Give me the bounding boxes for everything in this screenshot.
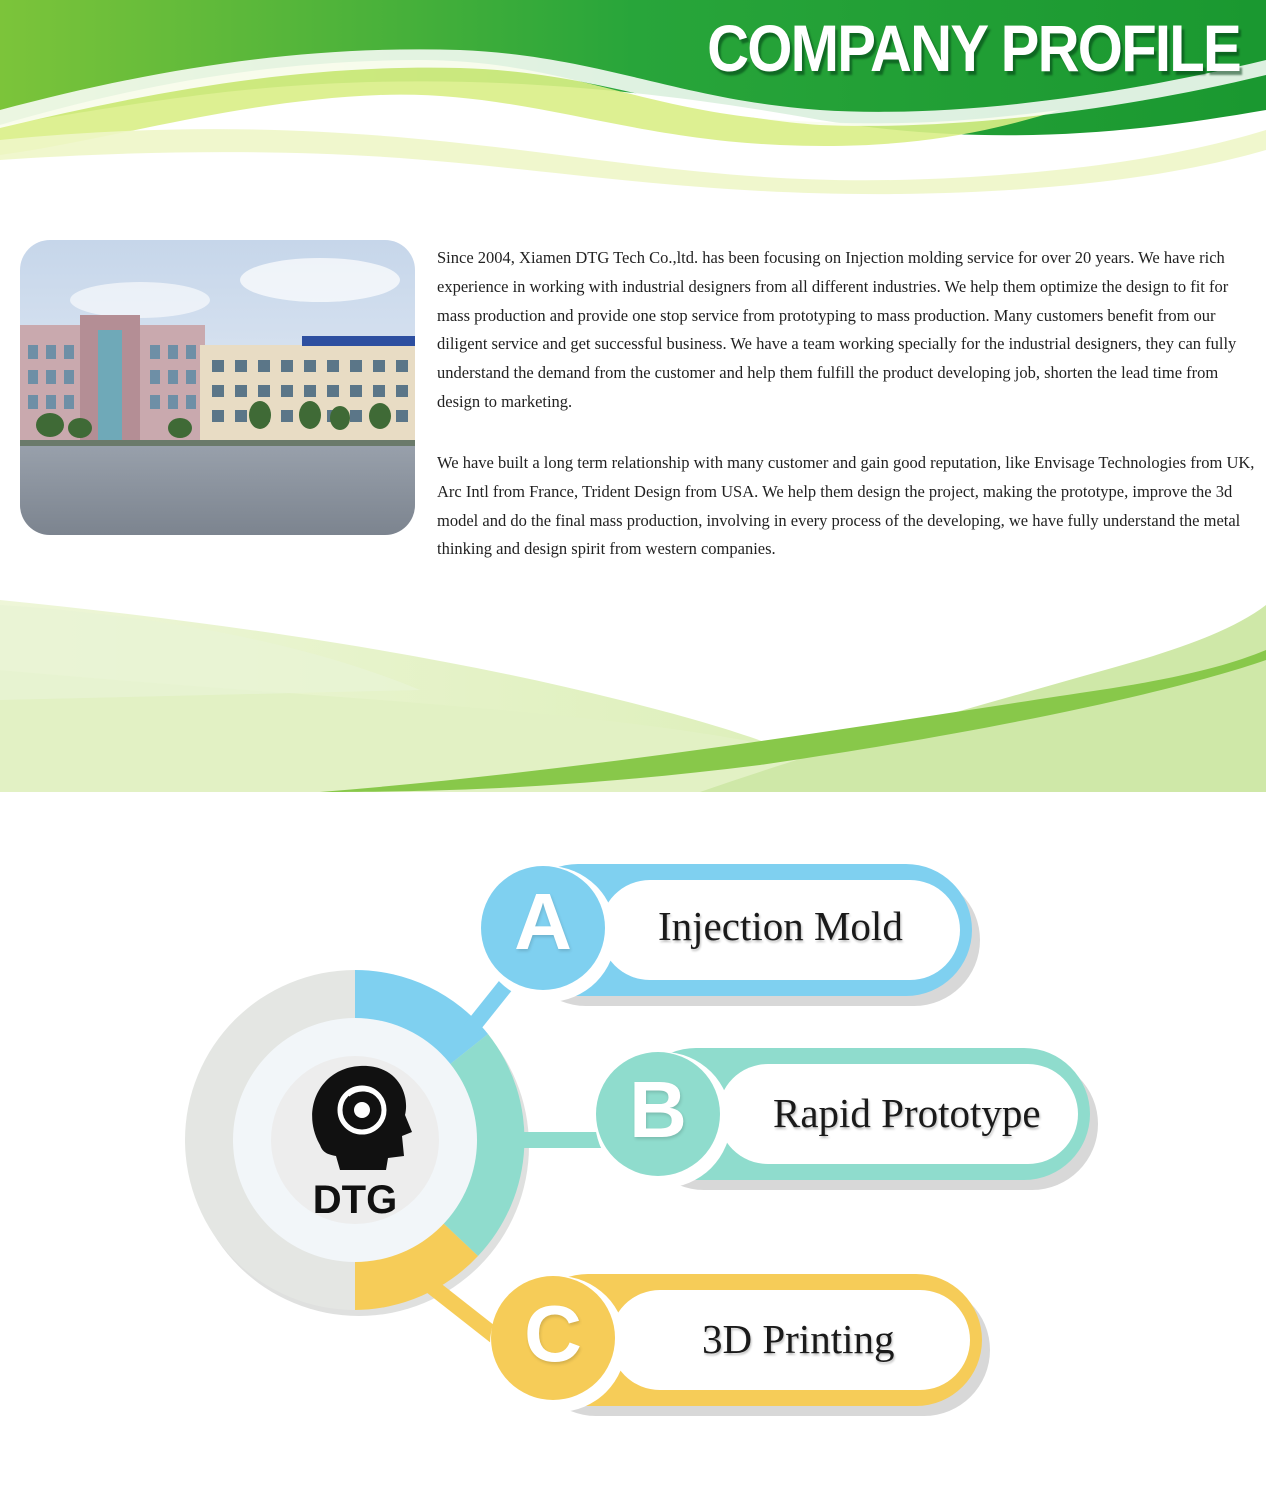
profile-paragraph-1: Since 2004, Xiamen DTG Tech Co.,ltd. has been focusing on Injection molding service for over 20 years. We have rich experience in working with industrial designers from all different industries. We help them optimize the design to fit for mass production and provide one stop service from prototyping to mass production. Many customers benefit from our diligent service and get successful business. We have a team working specially for the industrial designers, they can fully understand the demand from the customer and help them fulfill the product developing job, shorten the lead time from design to marketing. [437,248,1237,411]
service-c-letter: C [524,1289,582,1378]
service-injection-mold: Injection Mold [658,903,903,949]
dtg-logo-text: DTG [312,1178,398,1222]
services-diagram [0,840,1266,1460]
service-rapid-prototype: Rapid Prototype [773,1090,1041,1136]
profile-paragraph-2: We have built a long term relationship with many customer and gain good reputation, like Envisage Technologies from UK, Arc Intl from France, Trident Design from USA. We help them design the project, making the prototype, improve the 3d model and do the final mass production, involving in every process of the developing, we have fully understand the metal thinking and design spirit from western companies. [437,453,1255,559]
service-a-letter: A [514,877,572,966]
page-title: COMPANY PROFILE [707,11,1240,85]
service-3d-printing: 3D Printing [702,1316,895,1362]
factory-building-photo [20,240,415,535]
service-b-letter: B [629,1065,687,1154]
